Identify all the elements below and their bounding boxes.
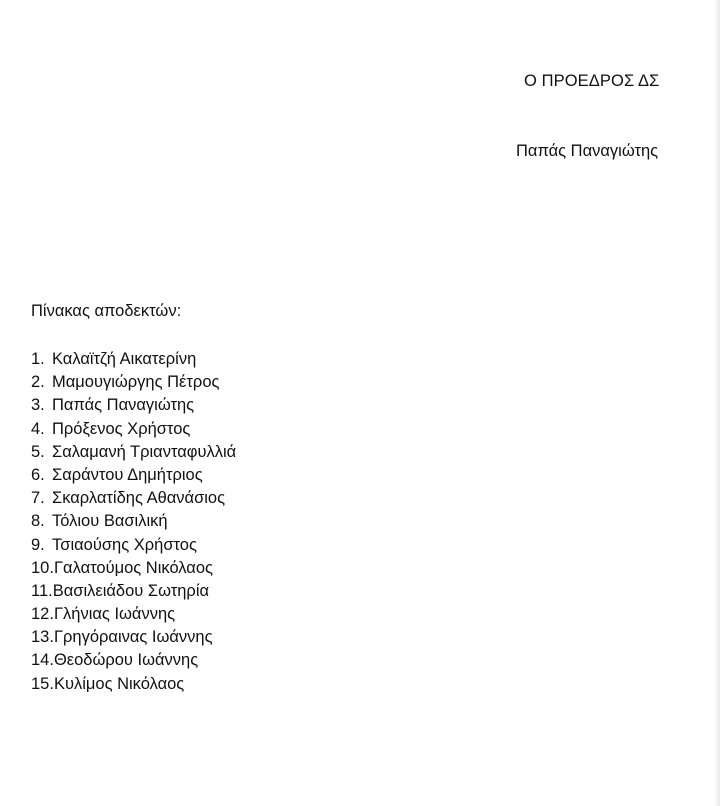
list-item — [31, 371, 236, 394]
list-item — [31, 603, 236, 626]
item-name: Γαλατούμος Νικόλαος — [53, 558, 213, 577]
item-name: Τσιαούσης Χρήστος — [52, 535, 197, 554]
list-item — [31, 649, 236, 672]
item-name: Παπάς Παναγιώτης — [52, 396, 195, 415]
item-name: Κυλίμος Νικόλαος — [53, 674, 185, 693]
item-name: Θεοδώρου Ιωάννης — [53, 651, 199, 670]
signature-title: Ο ΠΡΟΕΔΡΟΣ ΔΣ — [524, 72, 660, 90]
item-number: 4. — [31, 419, 45, 438]
item-number: 3. — [31, 396, 45, 415]
item-number: 12. — [31, 605, 54, 624]
item-number: 10. — [31, 558, 54, 577]
item-number: 9. — [31, 535, 45, 554]
item-number: 13. — [31, 628, 54, 647]
list-item — [31, 441, 236, 464]
page-edge-shadow — [714, 0, 720, 806]
item-name: Γλήνιας Ιωάννης — [53, 605, 176, 624]
list-item — [31, 464, 236, 487]
item-name: Σαράντου Δημήτριος — [52, 465, 203, 484]
list-item — [31, 510, 236, 533]
recipients-list — [31, 348, 236, 696]
list-item — [31, 626, 236, 649]
item-name: Σαλαμανή Τριανταφυλλιά — [52, 442, 237, 461]
list-item — [31, 394, 236, 417]
item-name: Καλαϊτζή Αικατερίνη — [52, 350, 197, 368]
item-number: 7. — [31, 489, 45, 508]
item-number: 15. — [31, 674, 54, 693]
item-number: 14. — [31, 651, 54, 670]
recipients-heading: Πίνακας αποδεκτών: — [31, 302, 182, 320]
list-item — [31, 673, 236, 696]
list-item — [31, 534, 236, 557]
item-name: Μαμουγιώργης Πέτρος — [52, 373, 220, 392]
list-item — [31, 580, 236, 603]
list-item — [31, 557, 236, 580]
item-name: Γρηγόραινας Ιωάννης — [53, 628, 213, 647]
item-name: Βασιλειάδου Σωτηρία — [52, 581, 210, 600]
item-number: 8. — [31, 512, 45, 531]
item-name: Σκαρλατίδης Αθανάσιος — [52, 489, 226, 508]
item-name: Τόλιου Βασιλική — [52, 512, 168, 531]
item-number: 6. — [31, 465, 45, 484]
list-item — [31, 348, 236, 371]
list-item — [31, 418, 236, 441]
item-number: 5. — [31, 442, 45, 461]
item-name: Πρόξενος Χρήστος — [52, 419, 191, 438]
item-number: 2. — [31, 373, 45, 392]
item-number: 1. — [31, 350, 45, 368]
item-number: 11. — [31, 581, 53, 600]
signer-name: Παπάς Παναγιώτης — [516, 142, 659, 160]
list-item — [31, 487, 236, 510]
